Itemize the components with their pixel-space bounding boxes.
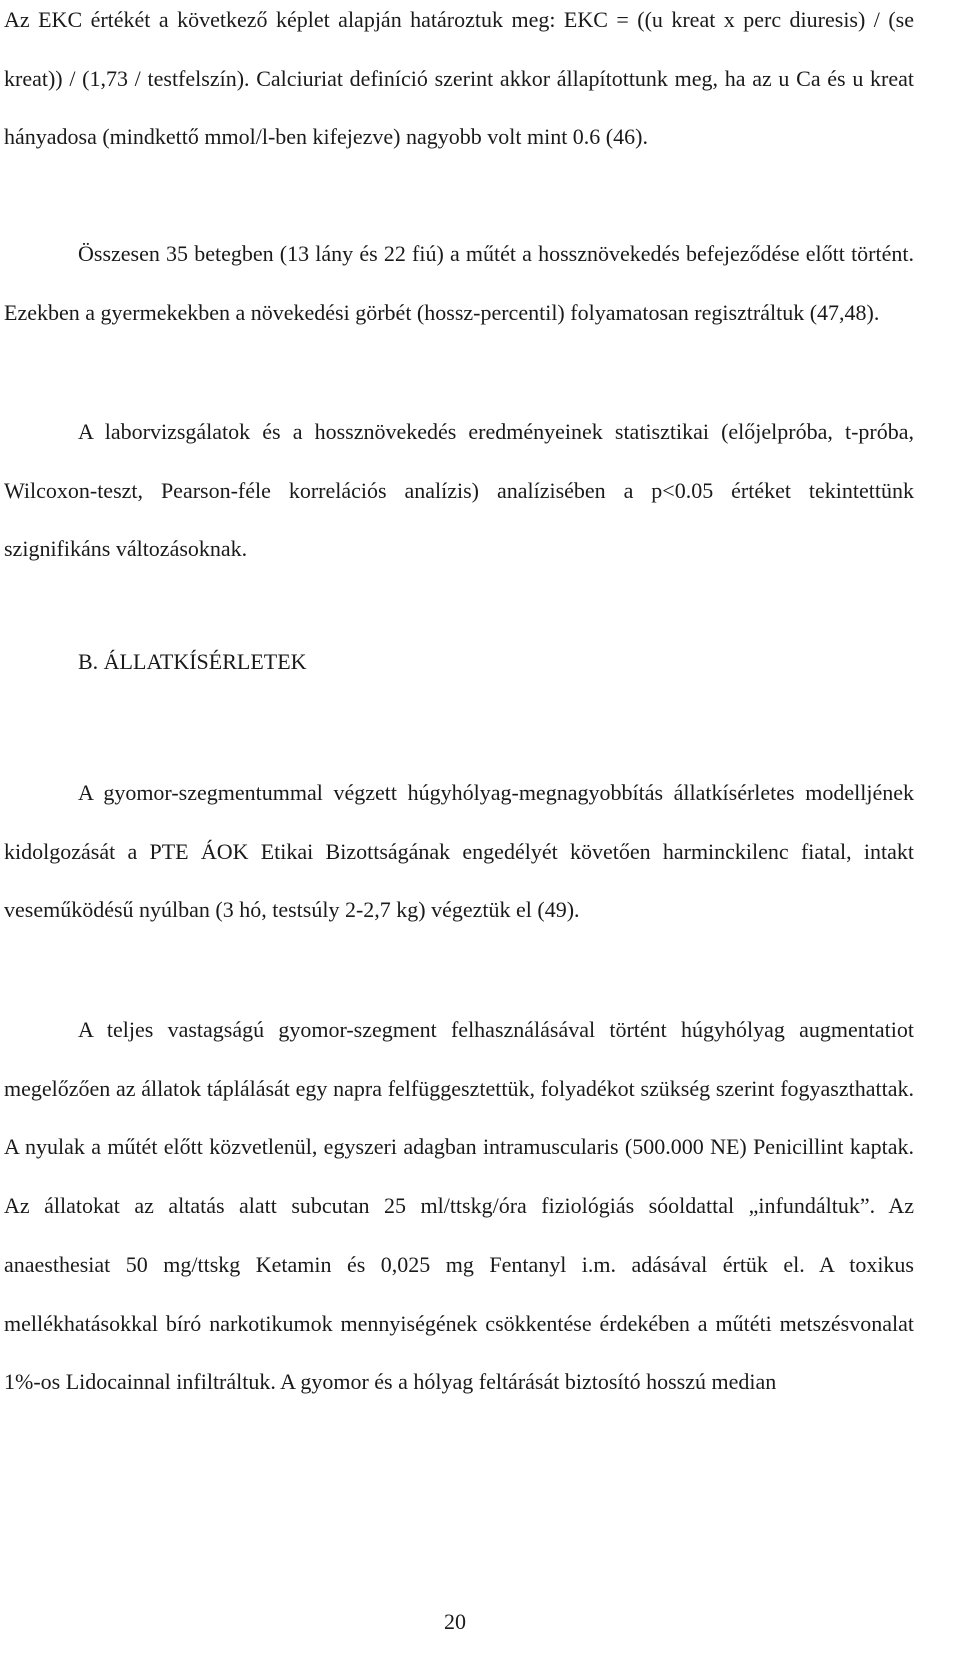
paragraph-surgery-preparation: A teljes vastagságú gyomor-szegment felhasználásával történt húgyhólyag augmentatiot megelőzően az állatok táplálását egy napra felfüggesztettük, folyadékot szükség szerint fogyaszthattak. A nyulak a műtét előtt közvetlenül, egyszeri adagban intramuscularis (500.000 NE) Penicillint kaptak. Az állatokat az altatás alatt subcutan 25 ml/ttskg/óra fiziológiás sóoldattal „infundáltuk”. Az anaesthesiat 50 mg/ttskg Ketamin és 0,025 mg Fentanyl i.m. adásával értük el. A toxikus mellékhatásokkal bíró narkotikumok mennyiségének csökkentése érdekében a műtéti metszésvonalat 1%-os Lidocainnal infiltráltuk. A gyomor és a hólyag feltárását biztosító hosszú median <box>4 1017 914 1395</box>
paragraph-animal-model: A gyomor-szegmentummal végzett húgyhólyag-megnagyobbítás állatkísérletes modelljének kidolgozását a PTE ÁOK Etikai Bizottságának engedélyét követően harminckilenc fiatal, intakt veseműködésű nyúlban (3 hó, testsúly 2-2,7 kg) végeztük el (49). <box>4 780 914 923</box>
page-number: 20 <box>444 1609 466 1634</box>
paragraph-statistics: A laborvizsgálatok és a hossznövekedés eredményeinek statisztikai (előjelpróba, t-próba, Wilcoxon-teszt, Pearson-féle korrelációs analízis) analízisében a p<0.05 értéket tekintettünk szignifikáns változásoknak. <box>4 419 914 562</box>
section-heading: B. ÁLLATKÍSÉRLETEK <box>78 649 307 674</box>
paragraph-ekc-formula: Az EKC értékét a következő képlet alapján határoztuk meg: EKC = ((u kreat x perc diuresis) / (se kreat)) / (1,73 / testfelszín). Calciuriat definíció szerint akkor állapítottunk meg, ha az u Ca és u kreat hányadosa (mindkettő mmol/l-ben kifejezve) nagyobb volt mint 0.6 (46). <box>4 7 914 150</box>
paragraph-patient-growth: Összesen 35 betegben (13 lány és 22 fiú) a műtét a hossznövekedés befejeződése előtt történt. Ezekben a gyermekekben a növekedési görbét (hossz-percentil) folyamatosan regisztráltuk (47,48). <box>4 241 914 325</box>
